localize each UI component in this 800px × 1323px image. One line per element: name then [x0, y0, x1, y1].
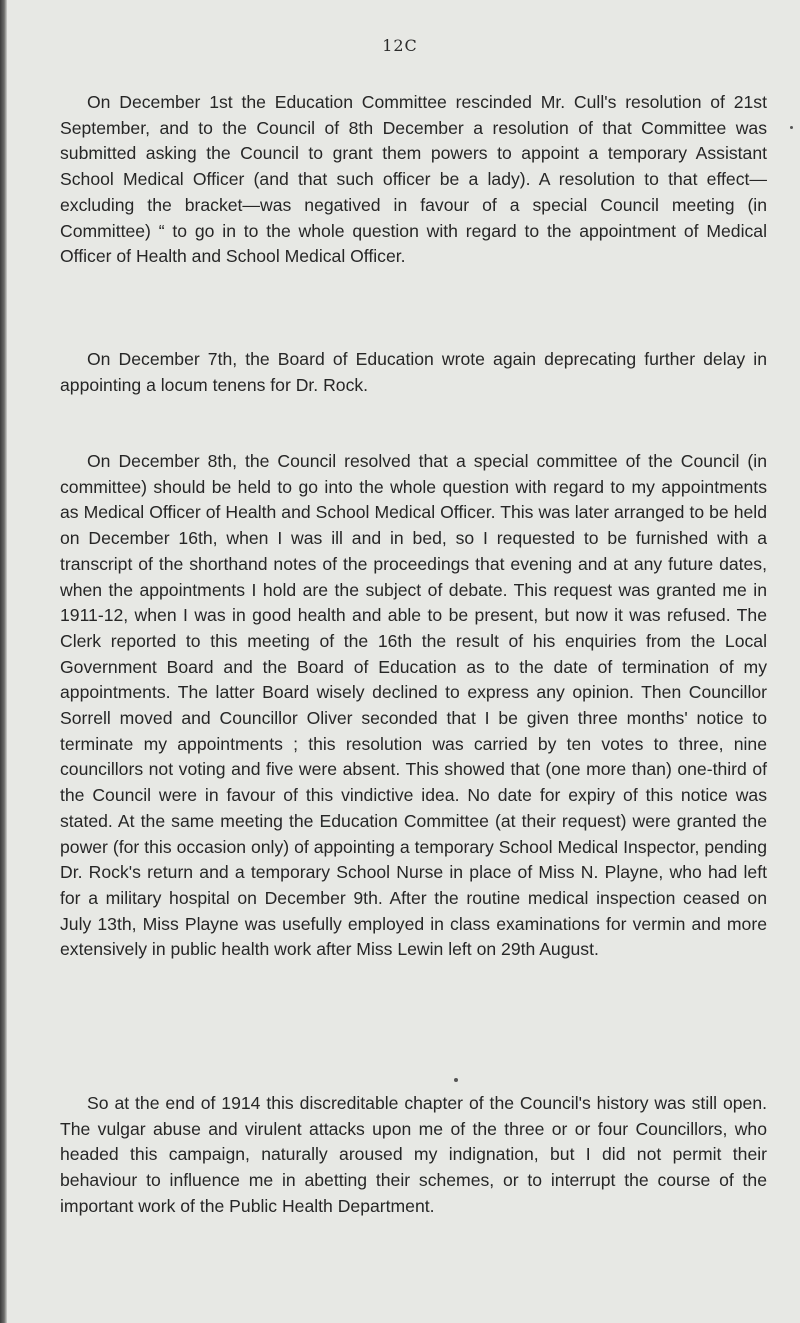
paragraph-council-special-committee: [60, 449, 767, 963]
paragraph-text: On December 1st the Education Committee rescinded Mr. Cull's resolution of 21st September, and to the Council of 8th December a resolution of that Committee was submitted asking the Council to grant them powers to appoint a temporary Assistant School Medical Officer (and that such officer be a lady). A resolution to that effect—excluding the bracket—was negatived in favour of a special Council meeting (in Committee) “ to go in to the whole question with regard to the appointment of Medical Officer of Health and School Medical Officer.: [60, 92, 767, 267]
paragraph-text: On December 7th, the Board of Education wrote again deprecating further delay in appointing a locum tenens for Dr. Rock.: [60, 349, 767, 395]
paper-speck: [790, 126, 793, 129]
paragraph-text: So at the end of 1914 this discreditable chapter of the Council's history was still open. The vulgar abuse and virulent attacks upon me of the three or or four Councillors, who headed this campaign, naturally aroused my indignation, but I did not permit their behaviour to influence me in abetting their schemes, or to interrupt the course of the important work of the Public Health Department.: [60, 1093, 767, 1216]
paragraph-end-of-1914: [60, 1091, 767, 1220]
paragraph-text: On December 8th, the Council resolved that a special committee of the Council (in committee) should be held to go into the whole question with regard to my appointments as Medical Officer of Health and School Medical Officer. This was later arranged to be held on December 16th, when I was ill and in bed, so I requested to be furnished with a transcript of the shorthand notes of the proceedings that evening and at any future dates, when the appointments I hold are the subject of debate. This request was granted me in 1911-12, when I was in good health and able to be present, but now it was refused. The Clerk reported to this meeting of the 16th the result of his enquiries from the Local Government Board and the Board of Education as to the date of termination of my appointments. The latter Board wisely declined to express any opinion. Then Councillor Sorrell moved and Councillor Oliver seconded that I be given three months' notice to terminate my appointments ; this resolution was carried by ten votes to three, nine councillors not voting and five were absent. This showed that (one more than) one-third of the Council were in favour of this vindictive idea. No date for expiry of this notice was stated. At the same meeting the Education Committee (at their request) were granted the power (for this occasion only) of appointing a temporary School Medical Inspector, pending Dr. Rock's return and a temporary School Nurse in place of Miss N. Playne, who had left for a military hospital on December 9th. After the routine medical inspection ceased on July 13th, Miss Playne was usefully employed in class examinations for vermin and more extensively in public health work after Miss Lewin left on 29th August.: [60, 451, 767, 960]
page-binding-edge: [0, 0, 7, 1323]
page-number: 12C: [382, 36, 418, 55]
paper-speck: [454, 1078, 458, 1082]
paragraph-board-of-education: [60, 347, 767, 398]
paragraph-committee-resolution: [60, 90, 767, 270]
